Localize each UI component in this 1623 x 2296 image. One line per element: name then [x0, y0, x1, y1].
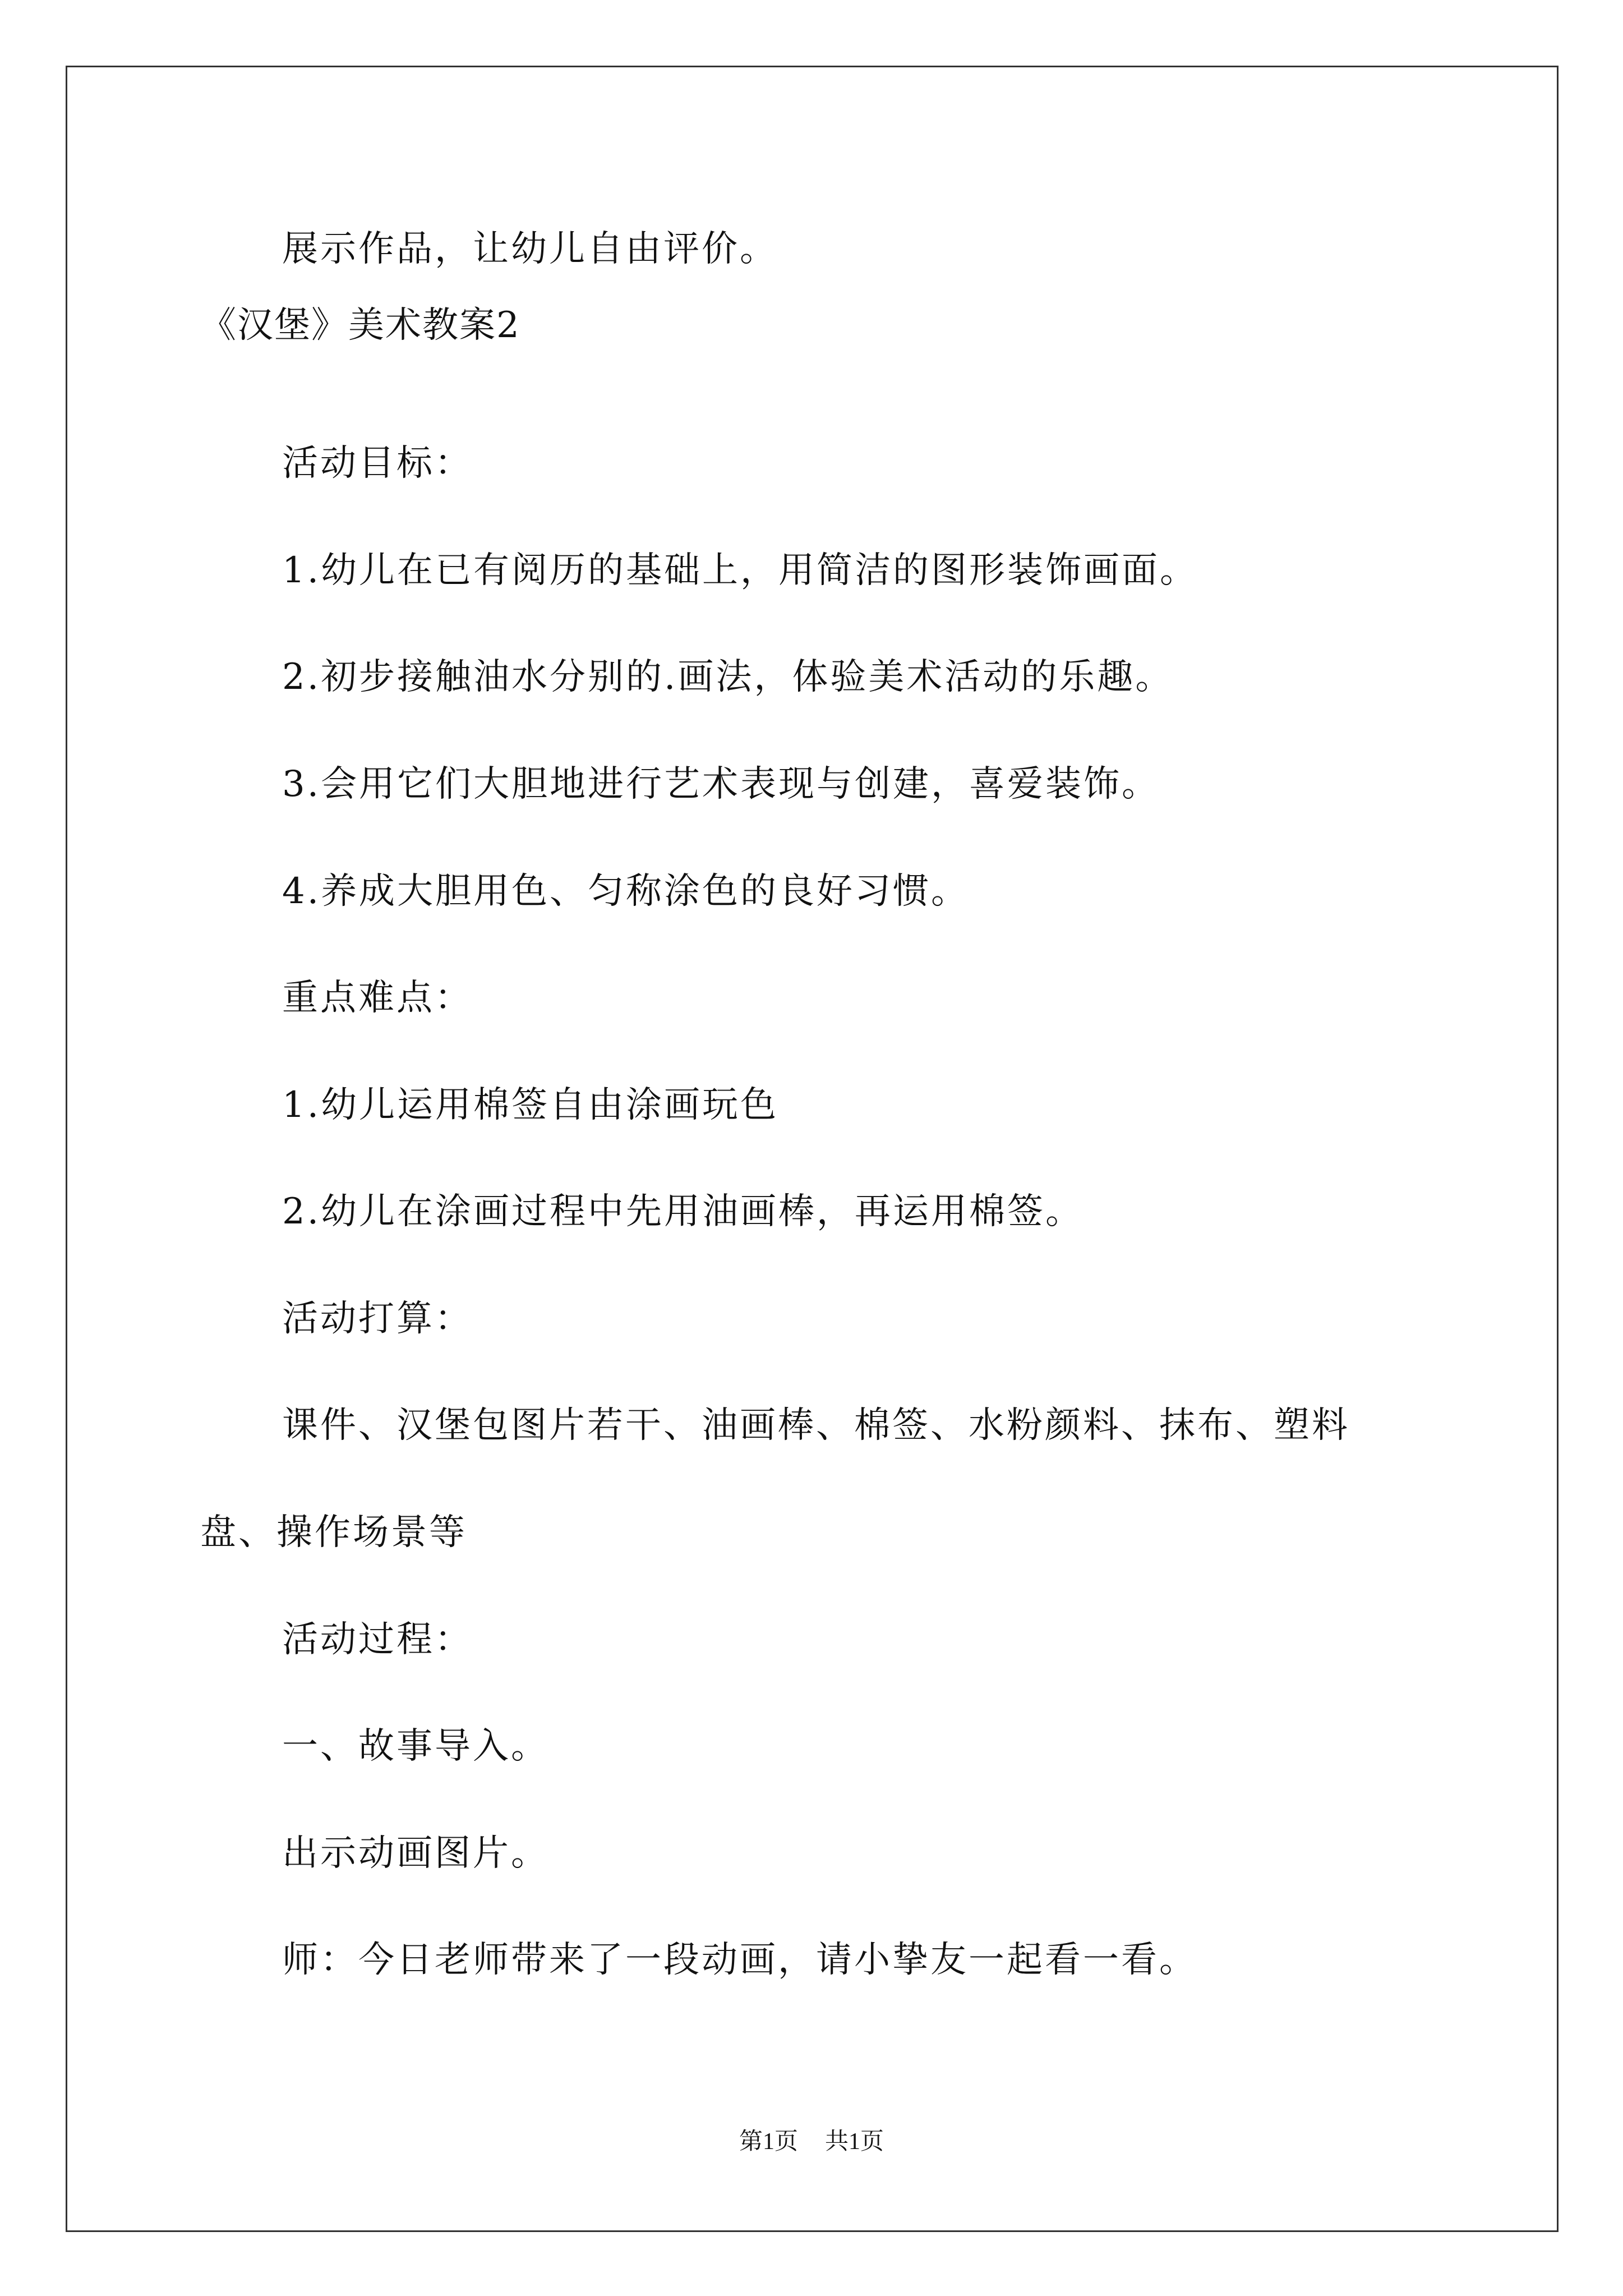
paragraph-heading: 活动过程： — [282, 1619, 473, 1660]
paragraph-line: 一、故事导入。 — [282, 1726, 549, 1767]
paragraph-heading: 重点难点： — [282, 977, 473, 1019]
paragraph-line: 出示动画图片。 — [282, 1833, 549, 1874]
paragraph-line: 盘、操作场景等 — [200, 1512, 467, 1553]
page-border — [66, 66, 1559, 2232]
page-footer — [0, 2127, 1623, 2156]
paragraph-line: 2.初步接触油水分别的.画法，体验美术活动的乐趣。 — [282, 656, 1174, 698]
paragraph-line: 1.幼儿在已有阅历的基础上，用简洁的图形装饰画面。 — [282, 550, 1198, 591]
paragraph-heading: 活动打算： — [282, 1298, 473, 1340]
paragraph-line: 4.养成大胆用色、匀称涂色的良好习惯。 — [282, 871, 970, 912]
page-number: 第1页 — [739, 2129, 798, 2155]
section-title: 《汉堡》美术教案2 — [200, 305, 520, 346]
paragraph-line: 师：今日老师带来了一段动画，请小挚友一起看一看。 — [282, 1939, 1197, 1981]
page-total: 共1页 — [825, 2129, 884, 2155]
paragraph-line: 课件、汉堡包图片若干、油画棒、棉签、水粉颜料、抹布、塑料 — [282, 1405, 1350, 1446]
paragraph-line: 2.幼儿在涂画过程中先用油画棒，再运用棉签。 — [282, 1191, 1084, 1232]
paragraph-heading: 活动目标： — [282, 443, 473, 484]
paragraph-line: 1.幼儿运用棉签自由涂画玩色 — [282, 1084, 779, 1126]
paragraph-line: 展示作品，让幼儿自由评价。 — [282, 228, 778, 270]
paragraph-line: 3.会用它们大胆地进行艺术表现与创建，喜爱装饰。 — [282, 763, 1160, 805]
